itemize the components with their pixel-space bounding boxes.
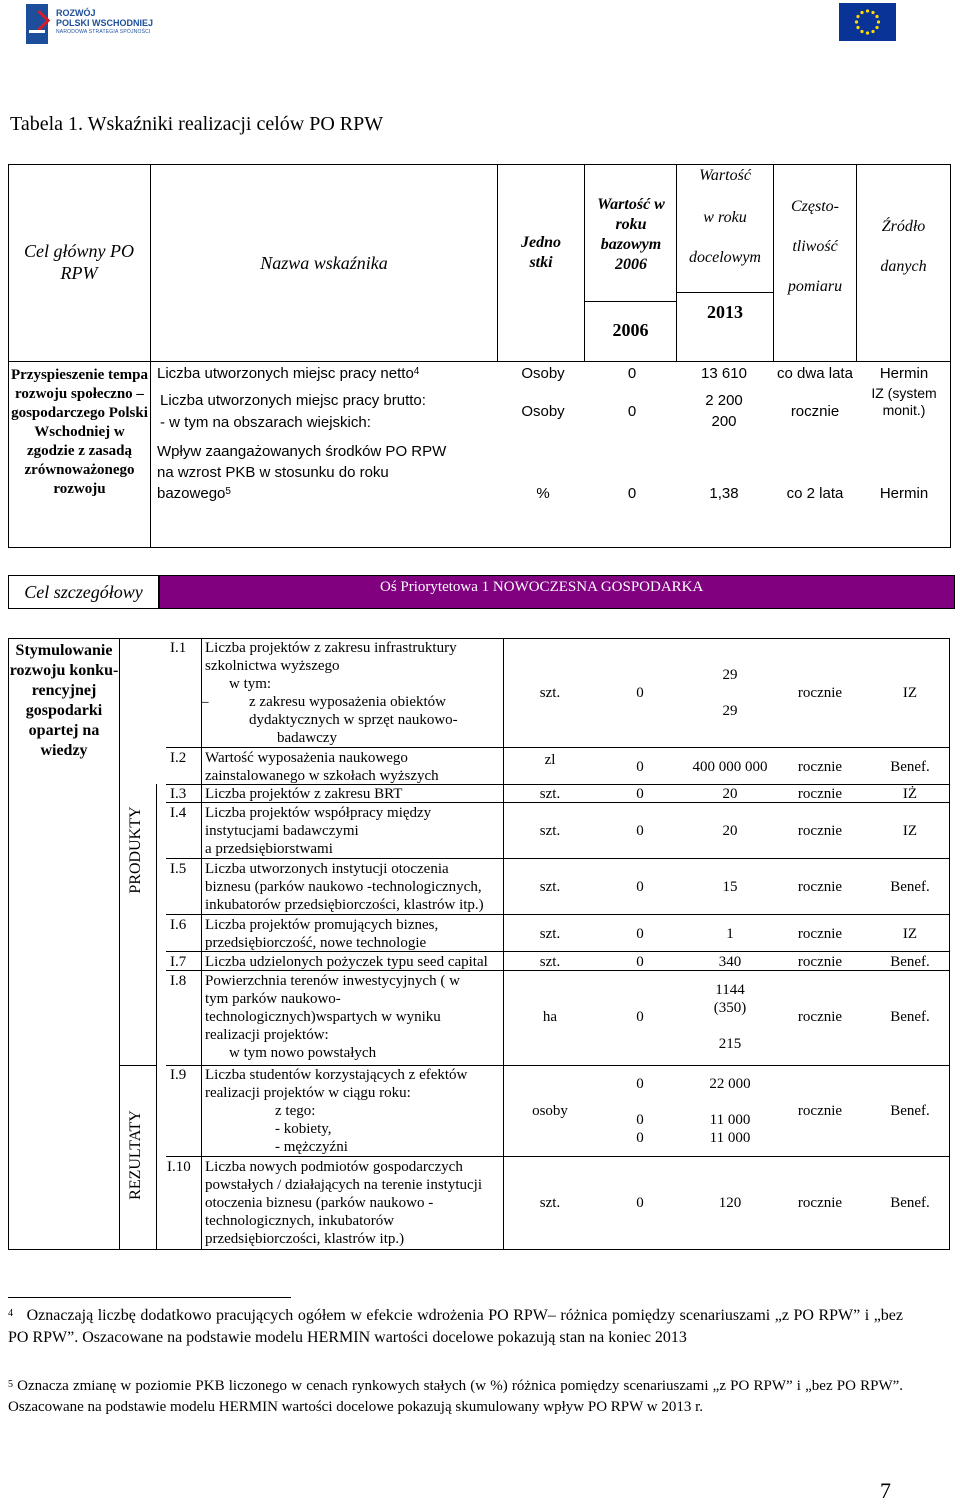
row-base1: 0 [636, 1076, 644, 1092]
row-id: I.10 [167, 1159, 191, 1175]
row-freq: rocznie [797, 786, 843, 802]
main-row1-name: Liczba utworzonych miejsc pracy netto$^4$ [157, 365, 420, 382]
header-jednostki: Jedno stki [521, 234, 561, 271]
table-title: Tabela 1. Wskaźniki realizacji celów PO RPW [10, 113, 384, 135]
row-unit: osoby [532, 1103, 568, 1119]
main-row3-unit: % [536, 485, 550, 502]
priority-axis-text: Oś Priorytetowa 1 NOWOCZESNA GOSPODARKA [380, 579, 704, 595]
row-freq: rocznie [797, 759, 843, 775]
row-source: Benef. [890, 1009, 930, 1025]
row-target: 120 [718, 1195, 742, 1211]
row-base: 0 [636, 1195, 644, 1211]
row-unit: szt. [539, 954, 561, 970]
row-name: Liczba nowych podmiotów gospodarczych powstałych / działających na terenie instytucji otoczenia biznesu (parków naukowo - technologicznych, inkubatorów przedsiębiorczości, klastrów itp.) [205, 1159, 482, 1247]
eu-star-icon [871, 11, 874, 14]
row-source: Benef. [890, 759, 930, 775]
header-year-target: 2013 [707, 302, 743, 322]
row-unit: szt. [539, 786, 561, 802]
main-row2-target1: 2 200 [705, 392, 743, 409]
row-freq: rocznie [797, 1195, 843, 1211]
row-target1: 1144 [715, 982, 745, 998]
row-base2: 0 [636, 1112, 644, 1128]
row-freq: rocznie [797, 823, 843, 839]
row-target3: 11 000 [709, 1130, 751, 1146]
row-freq: rocznie [797, 926, 843, 942]
row-base: 0 [636, 879, 644, 895]
row-base3: 0 [636, 1130, 644, 1146]
eu-star-icon [860, 30, 863, 33]
row-source: IŻ [902, 786, 918, 802]
main-row2-name2: - w tym na obszarach wiejskich: [160, 414, 371, 431]
specific-goal-bar [8, 575, 954, 609]
row-id: I.5 [170, 861, 187, 877]
header-wartosc-docelowa-2: w roku [703, 209, 747, 226]
row-freq: rocznie [797, 954, 843, 970]
row-unit: szt. [539, 1195, 561, 1211]
header-zrodlo-2: danych [880, 258, 927, 275]
eu-star-icon [875, 15, 878, 18]
row-target2: (350) [713, 1000, 747, 1016]
row-freq: rocznie [797, 1009, 843, 1025]
row-unit: zl [544, 752, 556, 768]
logo-line3: NARODOWA STRATEGIA SPÓJNOŚCI [56, 29, 151, 35]
row-target: 1 [726, 926, 734, 942]
eu-star-icon [866, 9, 869, 12]
row-target: 20 [722, 786, 738, 802]
row-unit: szt. [539, 926, 561, 942]
header-zrodlo-1: Źródło [881, 218, 926, 235]
row-id: I.2 [170, 750, 187, 766]
eu-star-icon [877, 20, 880, 23]
row-base: 0 [636, 1009, 644, 1025]
rezultaty-label: REZULTATY [127, 1110, 144, 1200]
row-freq: rocznie [797, 685, 843, 701]
main-row2-target2: 200 [711, 413, 737, 430]
row-freq: rocznie [797, 879, 843, 895]
header-czestotliwosc-2: tliwość [792, 238, 838, 255]
row-name: Liczba studentów korzystających z efektów realizacji projektów w ciągu roku: z tego: - kobiety, - mężczyźni [205, 1067, 468, 1155]
produkty-label: PRODUKTY [127, 806, 144, 894]
main-row1-base: 0 [627, 365, 637, 382]
row-base: 0 [636, 685, 644, 701]
main-row1-freq: co dwa lata [777, 365, 853, 382]
row-id: I.7 [170, 954, 187, 970]
row-source: Benef. [890, 879, 930, 895]
main-row3-freq: co 2 lata [786, 485, 844, 502]
row-target: 15 [722, 879, 738, 895]
logo-line2: POLSKI WSCHODNIEJ [56, 18, 154, 28]
row-id: I.9 [170, 1067, 187, 1083]
header-nazwa-wskaznika: Nazwa wskaźnika [260, 253, 388, 273]
row-name: Wartość wyposażenia naukowego zainstalowanego w szkołach wyższych [205, 750, 439, 784]
main-row2-base: 0 [627, 403, 637, 420]
specific-goal-text: Stymulowanie rozwoju konku- rencyjnej gospodarki opartej na wiedzy [9, 642, 119, 759]
row-source: IZ [902, 685, 918, 701]
row-source: IZ [902, 823, 918, 839]
eu-star-icon [860, 11, 863, 14]
row-id: I.8 [170, 973, 187, 989]
priority-axis-bar [159, 575, 955, 609]
row-target: 400 000 000 [692, 759, 768, 775]
row-name: Liczba projektów z zakresu infrastruktury szkolnictwa wyższego w tym: – z zakresu wyposażenia obiektów dydaktycznych w sprzęt naukowo- badawczy [201, 640, 458, 746]
row-base: 0 [636, 759, 644, 775]
row-name: Liczba projektów współpracy między instytucjami badawczymi a przedsiębiorstwami [205, 805, 432, 857]
main-row3-base: 0 [627, 485, 637, 502]
eu-flag-icon [839, 3, 896, 41]
row-target2: 29 [722, 703, 738, 719]
header-wartosc-bazowa: Wartość w roku bazowym 2006 [597, 196, 665, 273]
row-source: Benef. [890, 954, 930, 970]
header-wartosc-docelowa-3: docelowym [689, 249, 761, 266]
main-row3-source: Hermin [879, 485, 929, 502]
row-base: 0 [636, 823, 644, 839]
row-name: Liczba projektów z zakresu BRT [205, 786, 403, 802]
row-name: Liczba utworzonych instytucji otoczenia biznesu (parków naukowo -technologicznych, inkubatorów przedsiębiorczości, klastrów itp.) [205, 861, 484, 913]
main-row2-source: IZ (system monit.) [871, 385, 937, 418]
row-source: IZ [902, 926, 918, 942]
footnote-5: $^5$ Oznacza zmianę w poziomie PKB liczonego w cenach rynkowych stałych (w %) różnica pomiędzy scenariuszami „z PO RPW” i „bez PO RPW”. Oszacowane na podstawie modelu HERMIN wartości docelowe pokazują skumulowany wpływ PO RPW w 2013 r. [8, 1378, 904, 1415]
main-row3-name: Wpływ zaangażowanych środków PO RPW na wzrost PKB w stosunku do roku bazowego$^5$ [157, 443, 447, 502]
row-name: Powierzchnia terenów inwestycyjnych ( w tym parków naukowo- technologicznych)wspartych w wyniku realizacji projektów: w tym nowo powstałych [205, 973, 460, 1061]
row-target1: 29 [722, 667, 738, 683]
row-base: 0 [636, 954, 644, 970]
row-source: Benef. [890, 1103, 930, 1119]
eu-star-icon [866, 31, 869, 34]
footnote-separator [8, 1297, 291, 1298]
eu-star-icon [871, 30, 874, 33]
row-name: Liczba udzielonych pożyczek typu seed capital [205, 954, 488, 970]
logo-line1: ROZWÓJ [56, 8, 96, 18]
eu-star-icon [856, 15, 859, 18]
header-year-base: 2006 [612, 320, 649, 340]
row-unit: szt. [539, 879, 561, 895]
main-goal-text: Przyspieszenie tempa rozwoju społeczno – gospodarczego Polski Wschodniej w zgodzie z zasadą zrównoważonego rozwoju [10, 367, 149, 497]
logo-emblem-icon [26, 4, 48, 44]
row-source: Benef. [890, 1195, 930, 1211]
row-unit: ha [542, 1009, 558, 1025]
row-id: I.4 [170, 805, 187, 821]
eu-star-icon [855, 20, 858, 23]
row-unit: szt. [539, 823, 561, 839]
row-id: I.1 [170, 640, 187, 656]
main-row1-unit: Osoby [521, 365, 565, 382]
rozwoj-polski-wschodniej-logo [26, 4, 156, 46]
header-czestotliwosc-3: pomiaru [787, 278, 843, 295]
header-wartosc-docelowa-1: Wartość [699, 167, 751, 184]
main-row3-target: 1,38 [709, 485, 739, 502]
header-czestotliwosc-1: Często- [791, 198, 839, 215]
row-id: I.6 [170, 917, 187, 933]
row-id: I.3 [170, 786, 187, 802]
main-row1-source: Hermin [879, 365, 929, 382]
footnote-4: $^4$ Oznaczają liczbę dodatkowo pracujących ogółem w efekcie wdrożenia PO RPW– różnica pomiędzy scenariuszami „z PO RPW” i „bez PO RPW”. Oszacowane na podstawie modelu HERMIN wartości docelowe pokazują stan na koniec 2013 [8, 1307, 904, 1346]
row-freq: rocznie [797, 1103, 843, 1119]
specific-goal-label: Cel szczegółowy [8, 575, 159, 609]
row-target: 340 [718, 954, 742, 970]
row-base: 0 [636, 786, 644, 802]
main-row2-name1: Liczba utworzonych miejsc pracy brutto: [160, 392, 426, 409]
eu-star-icon [875, 26, 878, 29]
row-target3: 215 [718, 1036, 742, 1052]
row-unit: szt. [539, 685, 561, 701]
eu-star-icon [856, 26, 859, 29]
main-row2-unit: Osoby [521, 403, 565, 420]
row-target: 20 [722, 823, 738, 839]
row-name: Liczba projektów promujących biznes, przedsiębiorczość, nowe technologie [205, 917, 439, 951]
row-target2: 11 000 [709, 1112, 751, 1128]
header-cel-glowny: Cel główny PO RPW [24, 241, 134, 283]
main-row2-freq: rocznie [790, 403, 840, 420]
main-row1-target: 13 610 [701, 365, 747, 382]
page-number: 7 [880, 1478, 891, 1503]
row-target1: 22 000 [709, 1076, 751, 1092]
row-base: 0 [636, 926, 644, 942]
